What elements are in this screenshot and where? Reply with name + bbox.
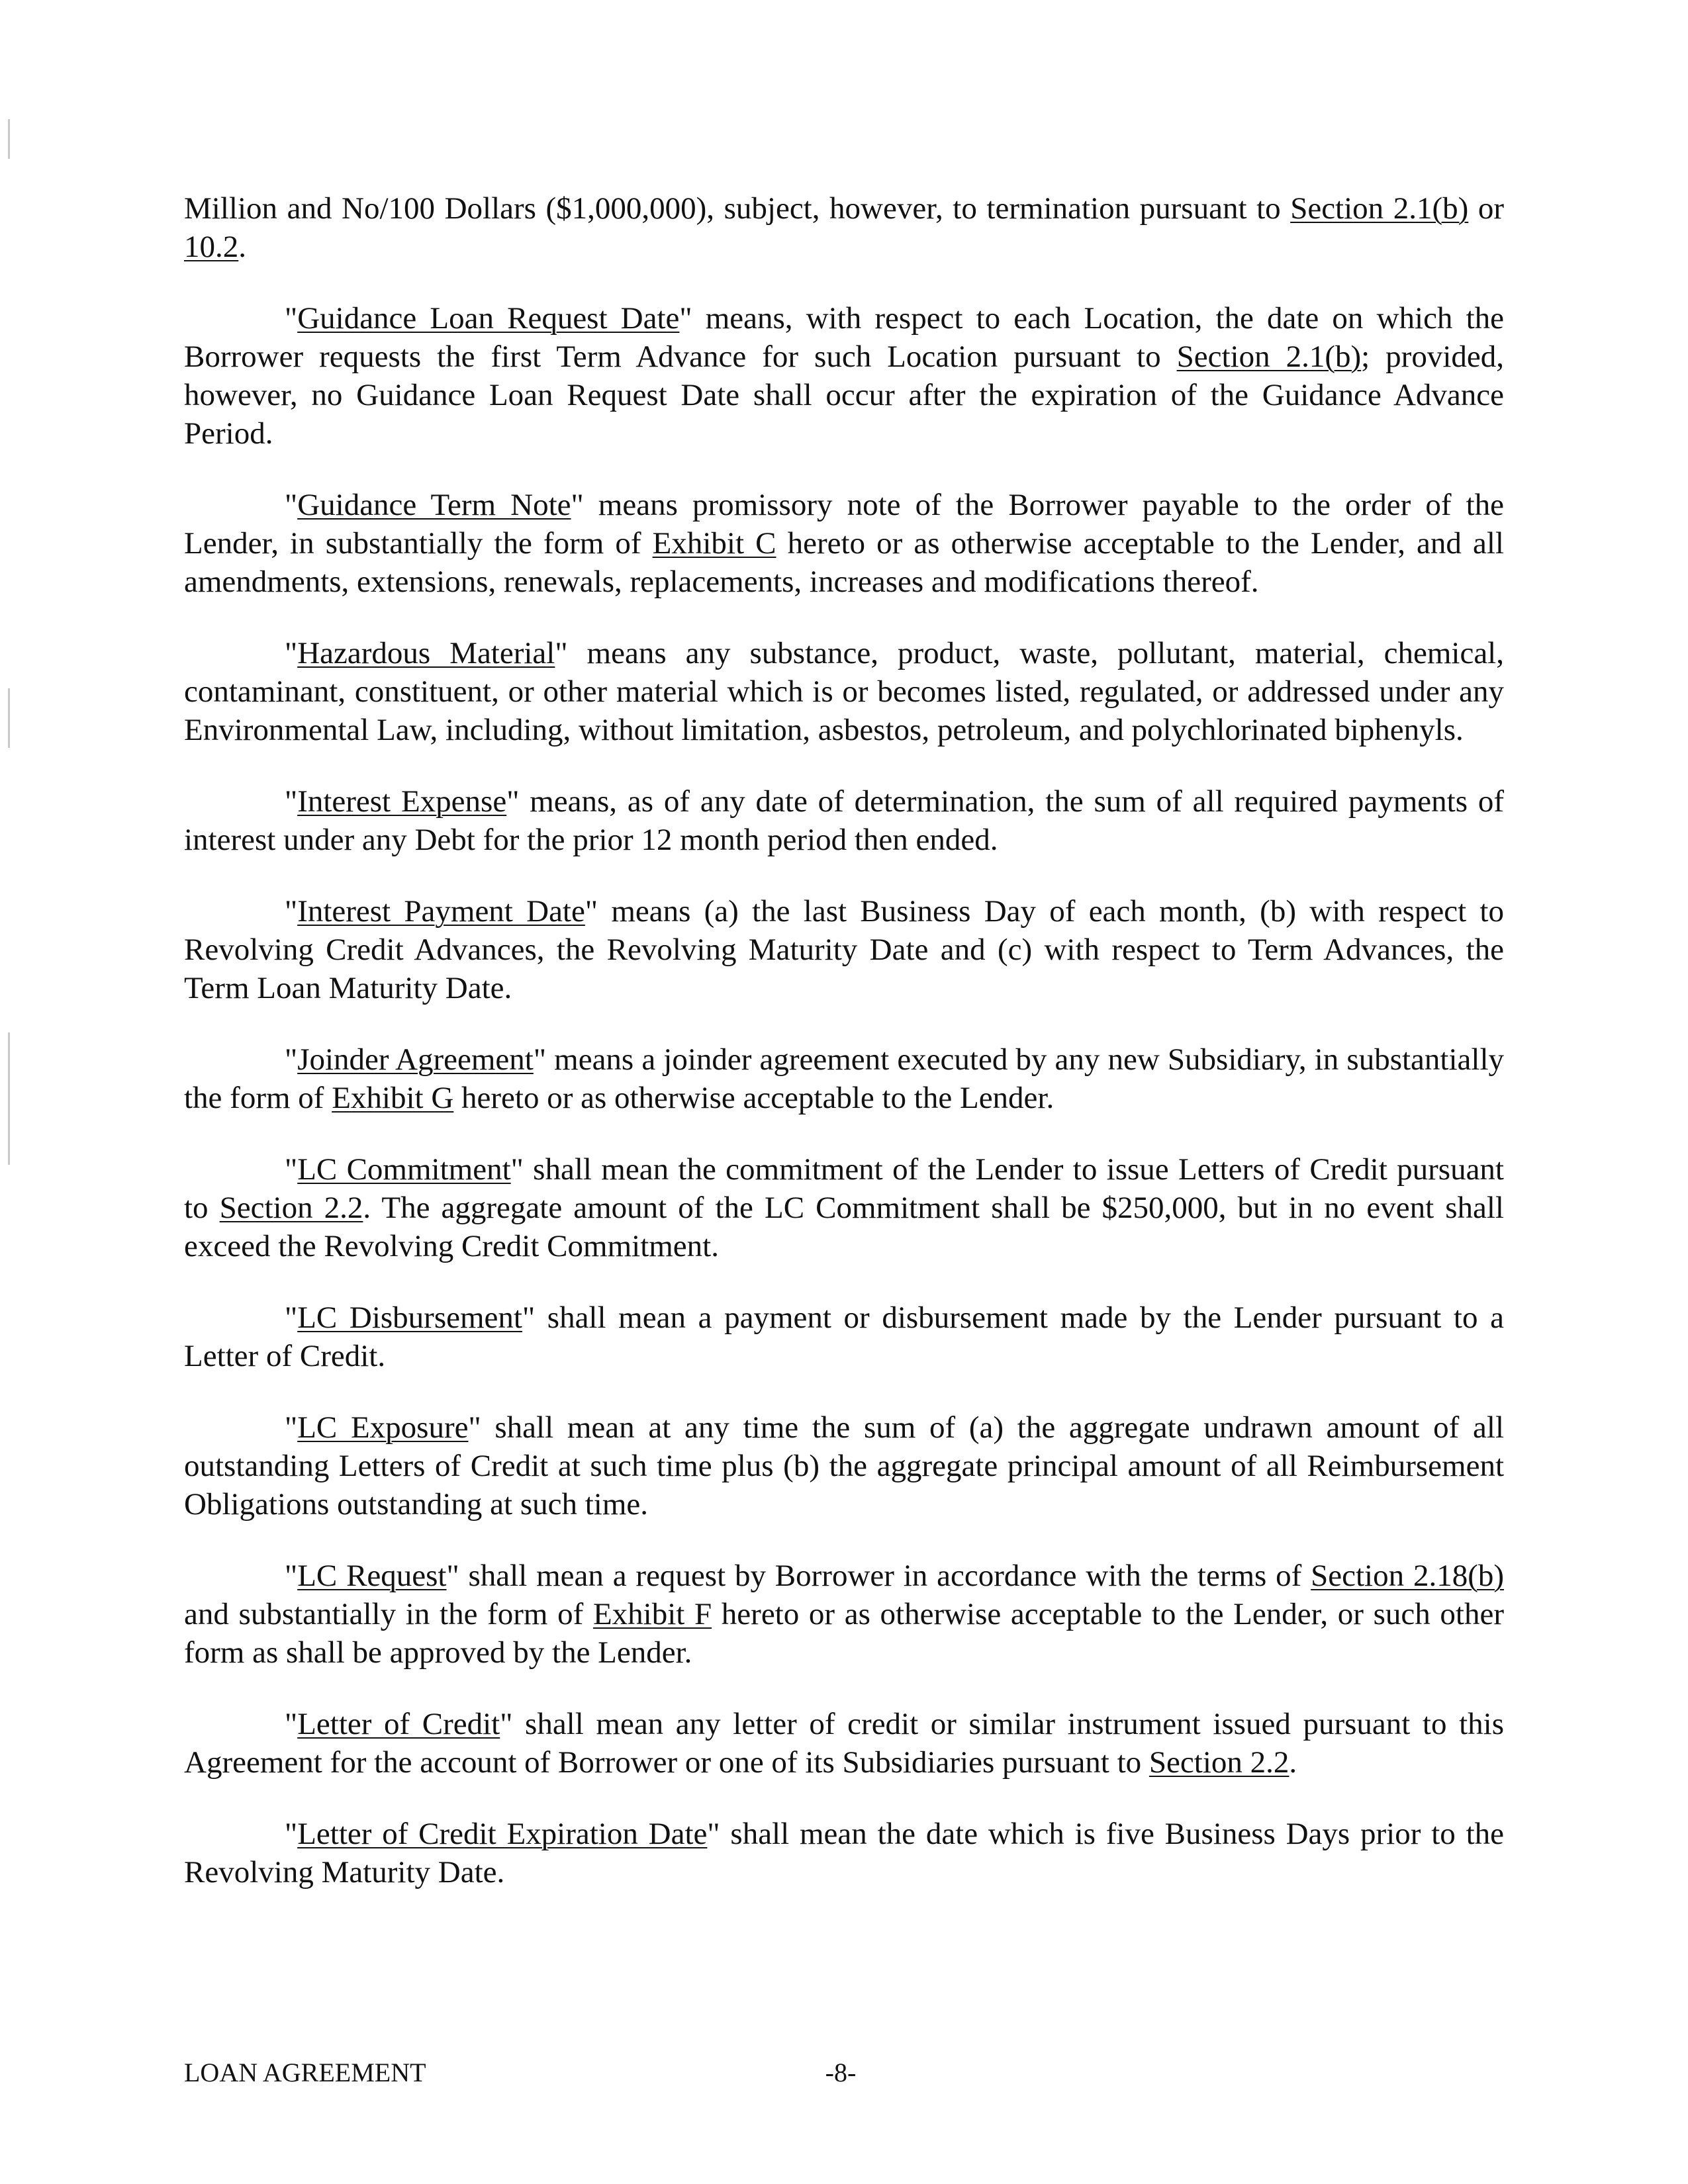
paragraph-text: " [285,301,298,336]
underlined-term: LC Exposure [297,1410,469,1445]
paragraph-text: " means, as of any date of determination, the sum of all required payments of interest under any Debt for the prior 12 month period then ended. [184,784,1505,857]
underlined-term: LC Disbursement [297,1300,522,1335]
underlined-term: LC Commitment [297,1152,511,1187]
underlined-term: LC Request [297,1559,447,1593]
definition-paragraph [184,1705,1504,1782]
paragraph-text: " shall mean a request by Borrower in accordance with the terms of [446,1559,1311,1593]
paragraph-text: . The aggregate amount of the LC Commitment shall be $250,000, but in no event shall exceed the Revolving Credit Commitment. [184,1191,1504,1263]
paragraph-text: " shall mean the date which is five Business Days prior to the Revolving Maturity Date. [184,1817,1504,1889]
definition-paragraph [184,782,1504,859]
paragraph-text: " [285,1152,298,1187]
paragraph-text: . [1289,1745,1297,1780]
underlined-term: Guidance Loan Request Date [297,301,680,336]
underlined-term: Exhibit G [332,1081,454,1115]
underlined-term: Section 2.1(b) [1290,191,1469,226]
underlined-term: Exhibit F [592,1597,712,1631]
definition-paragraph [184,1298,1504,1375]
paragraph-text: hereto or as otherwise acceptable to the Lender. [453,1081,1055,1115]
definition-paragraph [184,1040,1504,1117]
underlined-term: 10.2 [184,230,239,264]
definition-paragraph [184,634,1504,749]
paragraph-text: . [238,230,246,264]
scan-edge-mark [8,688,10,748]
paragraph-text: " [285,1410,298,1445]
definition-paragraph [184,1150,1504,1265]
paragraph-text: " means, with respect to each Location, the date on which the Borrower requests the first Term Advance for such Location pursuant to [184,301,1504,374]
underlined-term: Section 2.18(b) [1311,1559,1505,1593]
paragraph-text: " [285,1707,298,1741]
underlined-term: Section 2.2 [1149,1745,1289,1780]
paragraph-text: " shall mean the commitment of the Lender to issue Letters of Credit pursuant to [184,1152,1504,1225]
underlined-term: Joinder Agreement [297,1042,534,1077]
paragraph-text: hereto or as otherwise acceptable to the Lender, and all amendments, extensions, renewals, replacements, increases and modifications thereof. [184,526,1504,599]
definition-paragraph [184,486,1504,601]
definition-paragraph [184,189,1504,266]
paragraph-text: " [285,1817,298,1851]
scan-edge-mark [8,119,10,159]
paragraph-text: " [285,636,298,670]
footer-page-number: -8- [825,2058,857,2087]
paragraph-text: " [285,1042,298,1077]
paragraph-text: Million and No/100 Dollars ($1,000,000), subject, however, to termination pursuant to [184,191,1291,226]
paragraph-text: " shall mean any letter of credit or similar instrument issued pursuant to this Agreement for the account of Borrower or one of its Subsidiaries pursuant to [184,1707,1504,1780]
underlined-term: Letter of Credit [297,1707,500,1741]
definition-paragraph [184,299,1504,453]
definition-paragraph [184,1408,1504,1524]
underlined-term: Hazardous Material [297,636,555,670]
paragraph-text: " means (a) the last Business Day of each month, (b) with respect to Revolving Credit Advances, the Revolving Maturity Date and (c) with respect to Term Advances, the Term Loan Maturity Date. [184,894,1504,1005]
paragraph-text: " [285,894,298,929]
underlined-term: Guidance Term Note [297,488,571,522]
scan-edge-mark [8,1032,10,1165]
paragraph-text: " [285,488,298,522]
underlined-term: Section 2.1(b) [1176,340,1362,374]
paragraph-text: " shall mean a payment or disbursement made by the Lender pursuant to a Letter of Credit. [184,1300,1504,1373]
document-body [184,189,1504,1925]
paragraph-text: and substantially in the form of [184,1597,593,1631]
paragraph-text: hereto or as otherwise acceptable to the Lender, or such other form as shall be approved by the Lender. [184,1597,1504,1670]
paragraph-text: or [1468,191,1504,226]
underlined-term: Exhibit C [652,526,776,561]
paragraph-text: ; provided, however, no Guidance Loan Request Date shall occur after the expiration of the Guidance Advance Period. [184,340,1505,451]
footer-document-title: LOAN AGREEMENT [184,2058,426,2087]
paragraph-text: " means a joinder agreement executed by any new Subsidiary, in substantially the form of [184,1042,1505,1115]
underlined-term: Letter of Credit Expiration Date [297,1817,708,1851]
definition-paragraph [184,1815,1504,1891]
paragraph-text: " means promissory note of the Borrower payable to the order of the Lender, in substantially the form of [184,488,1505,561]
paragraph-text: " [285,784,298,819]
underlined-term: Interest Expense [297,784,507,819]
paragraph-text: " means any substance, product, waste, pollutant, material, chemical, contaminant, constituent, or other material which is or becomes listed, regulated, or addressed under any Environmental Law, including, without limitation, asbestos, petroleum, and polychlorinated biphenyls. [184,636,1504,747]
underlined-term: Section 2.2 [219,1191,363,1225]
paragraph-text: " [285,1300,298,1335]
definition-paragraph [184,892,1504,1007]
underlined-term: Interest Payment Date [297,894,585,929]
paragraph-text: " shall mean at any time the sum of (a) the aggregate undrawn amount of all outstanding Letters of Credit at such time plus (b) the aggregate principal amount of all Reimbursement Obligations outstanding at such time. [184,1410,1504,1522]
paragraph-text: " [285,1559,298,1593]
definition-paragraph [184,1557,1504,1672]
